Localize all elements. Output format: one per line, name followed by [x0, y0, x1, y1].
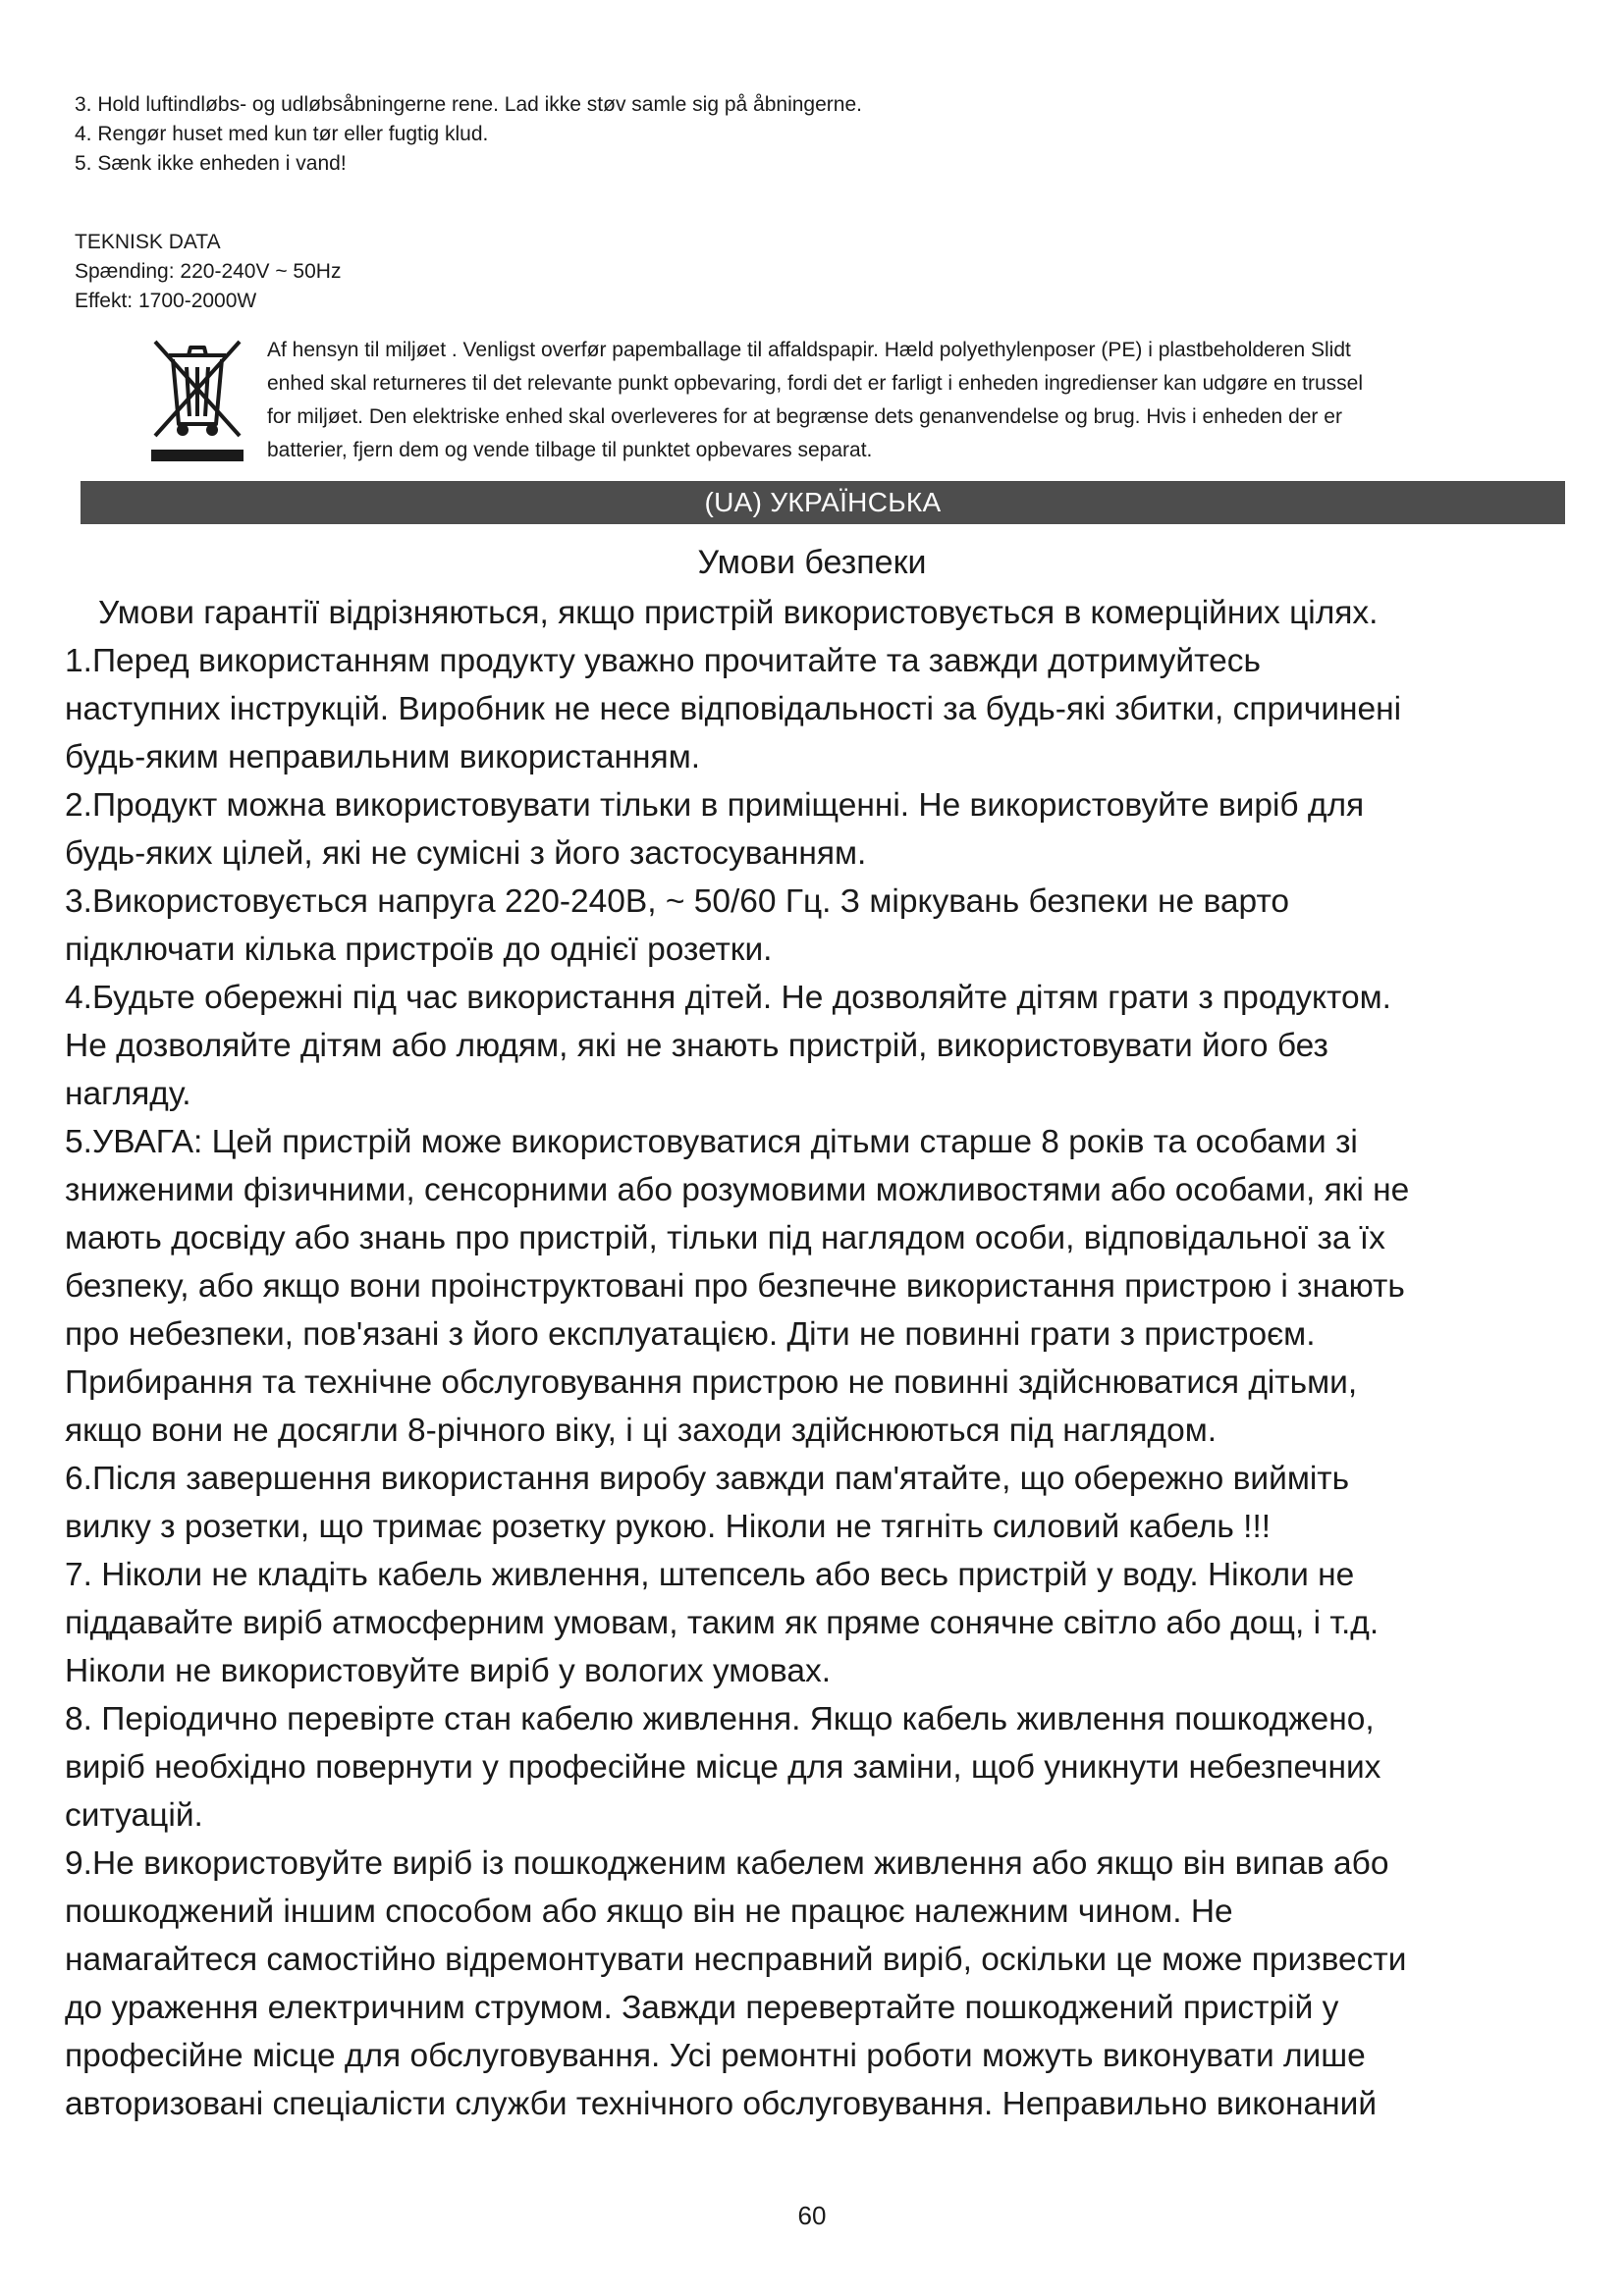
paragraph-line: авторизовані спеціалісти служби технічного обслуговування. Неправильно виконаний	[65, 2086, 1378, 2122]
paragraph-line: 4.Будьте обережні під час використання дітей. Не дозволяйте дітям грати з продуктом.	[65, 980, 1391, 1016]
paragraph-line: виріб необхідно повернути у професійне місце для заміни, щоб уникнути небезпечних	[65, 1749, 1381, 1786]
technical-data	[75, 228, 341, 316]
safety-instructions	[65, 589, 1567, 2128]
paragraph-line: Ніколи не використовуйте виріб у вологих умовах.	[65, 1653, 832, 1689]
section-header-title: (UA) УКРАЇНСЬКА	[704, 487, 942, 517]
tech-data-power: Effekt: 1700-2000W	[75, 290, 257, 312]
environment-notice	[267, 334, 1563, 467]
paragraph-line: нагляду.	[65, 1076, 191, 1112]
paragraph-line: про небезпеки, пов'язані з його експлуатацією. Діти не повинні грати з пристроєм.	[65, 1316, 1316, 1353]
environment-line: enhed skal returneres til det relevante punkt opbevaring, fordi det er farligt i enheden ingredienser kan udgøre en trussel	[267, 372, 1364, 395]
paragraph-line: 9.Не використовуйте виріб із пошкодженим кабелем живлення або якщо він випав або	[65, 1845, 1389, 1882]
paragraph-line: 8. Періодично перевірте стан кабелю живлення. Якщо кабель живлення пошкоджено,	[65, 1701, 1375, 1737]
paragraph-line: вилку з розетки, що тримає розетку рукою. Ніколи не тягніть силовий кабель !!!	[65, 1509, 1272, 1545]
paragraph-line: наступних інструкцій. Виробник не несе відповідальності за будь-які збитки, спричинені	[65, 691, 1402, 727]
paragraph-line: будь-яких цілей, які не сумісні з його застосуванням.	[65, 835, 867, 872]
tech-data-title: TEKNISK DATA	[75, 231, 221, 253]
paragraph-line: 6.Після завершення використання виробу завжди пам'ятайте, що обережно вийміть	[65, 1461, 1350, 1497]
paragraph-line: 1.Перед використанням продукту уважно прочитайте та завжди дотримуйтесь	[65, 643, 1261, 679]
paragraph-line: будь-яким неправильним використанням.	[65, 739, 701, 775]
environment-line: for miljøet. Den elektriske enhed skal overleveres for at begrænse dets genanvendelse og brug. Hvis i enheden der er	[267, 405, 1342, 428]
paragraph-line: якщо вони не досягли 8-річного віку, і ці заходи здійснюються під наглядом.	[65, 1413, 1218, 1449]
paragraph-line: намагайтеся самостійно відремонтувати несправний виріб, оскільки це може призвести	[65, 1942, 1407, 1978]
section-header-bar	[81, 481, 1565, 524]
paragraph-line: ситуацій.	[65, 1797, 203, 1834]
paragraph-line: безпеку, або якщо вони проінструктовані про безпечне використання пристрою і знають	[65, 1268, 1405, 1305]
paragraph-line: Умови гарантії відрізняються, якщо пристрій використовується в комерційних цілях.	[98, 595, 1379, 631]
paragraph-line: зниженими фізичними, сенсорними або розумовими можливостями або особами, які не	[65, 1172, 1410, 1208]
paragraph-line: Прибирання та технічне обслуговування пристрою не повинні здійснюватися дітьми,	[65, 1364, 1358, 1401]
list-item: 5. Sænk ikke enheden i vand!	[75, 152, 347, 175]
page-number: 60	[797, 2201, 827, 2230]
tech-data-voltage: Spænding: 220-240V ~ 50Hz	[75, 260, 342, 283]
paragraph-line: 3.Використовується напруга 220-240В, ~ 50/60 Гц. З міркувань безпеки не варто	[65, 883, 1290, 920]
environment-line: batterier, fjern dem og vende tilbage til punktet opbevares separat.	[267, 439, 873, 461]
paragraph-line: 7. Ніколи не кладіть кабель живлення, штепсель або весь пристрій у воду. Ніколи не	[65, 1557, 1355, 1593]
list-item: 4. Rengør huset med kun tør eller fugtig klud.	[75, 123, 489, 145]
environment-line: Af hensyn til miljøet . Venligst overfør papemballage til affaldspapir. Hæld polyethylenposer (PE) i plastbeholderen Slidt	[267, 339, 1351, 361]
page-title: Умови безпеки	[697, 544, 927, 581]
crossed-out-wheelie-bin-icon	[147, 334, 247, 463]
paragraph-line: піддавайте виріб атмосферним умовам, таким як пряме сонячне світло або дощ, і т.д.	[65, 1605, 1380, 1641]
danish-cleaning-list	[75, 90, 1547, 179]
list-item: 3. Hold luftindløbs- og udløbsåbningerne rene. Lad ikke støv samle sig på åbningerne.	[75, 93, 862, 116]
paragraph-line: мають досвіду або знань про пристрій, тільки під наглядом особи, відповідальної за їх	[65, 1220, 1385, 1256]
paragraph-line: 2.Продукт можна використовувати тільки в приміщенні. Не використовуйте виріб для	[65, 787, 1365, 824]
paragraph-line: пошкоджений іншим способом або якщо він не працює належним чином. Не	[65, 1894, 1233, 1930]
paragraph-line: до ураження електричним струмом. Завжди перевертайте пошкоджений пристрій у	[65, 1990, 1339, 2026]
paragraph-line: Не дозволяйте дітям або людям, які не знають пристрій, використовувати його без	[65, 1028, 1328, 1064]
paragraph-line: професійне місце для обслуговування. Усі ремонтні роботи можуть виконувати лише	[65, 2038, 1366, 2074]
paragraph-line: 5.УВАГА: Цей пристрій може використовуватися дітьми старше 8 років та особами зі	[65, 1124, 1358, 1160]
paragraph-line: підключати кілька пристроїв до однієї розетки.	[65, 932, 773, 968]
